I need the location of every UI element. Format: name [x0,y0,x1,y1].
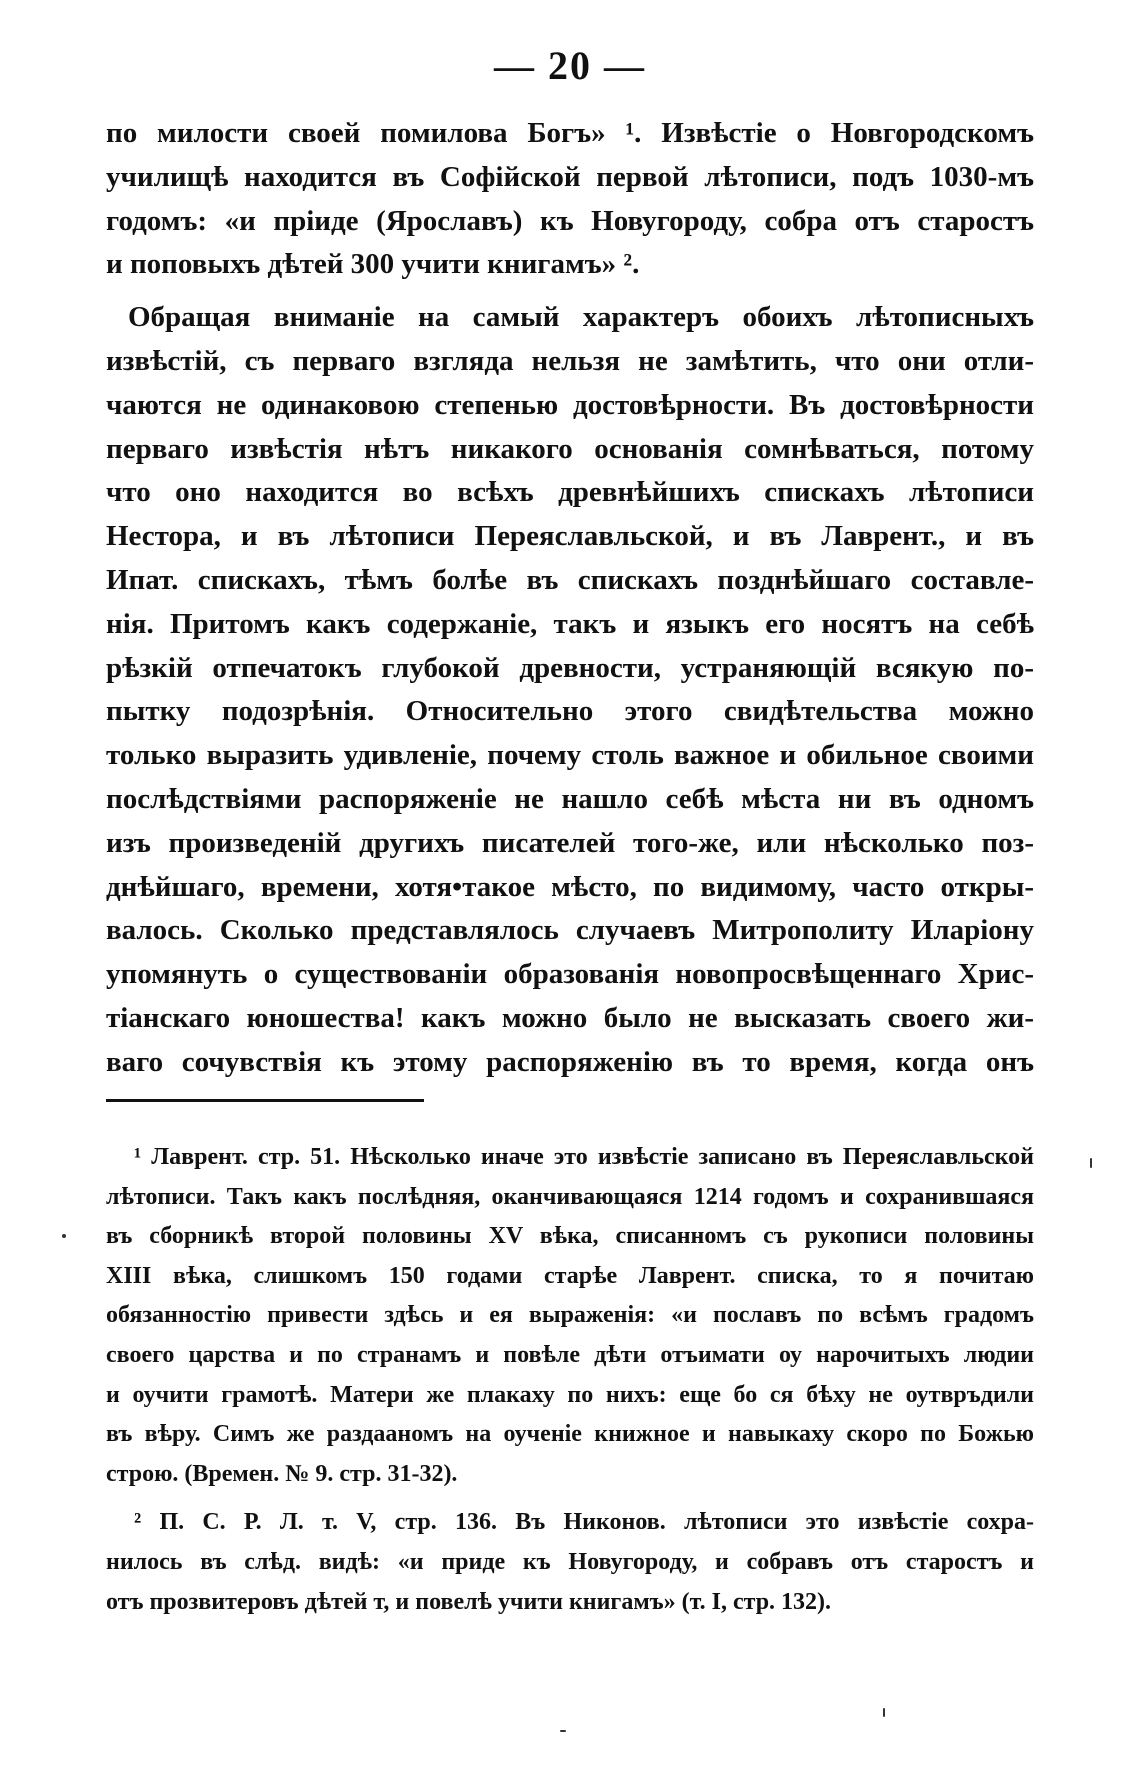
text-line: училищѣ находится въ Софійской первой лѣтописи, подъ 1030-мъ [106,160,1034,193]
text-line: извѣстій, съ перваго взгляда нельзя не замѣтить, что они отли- [106,344,1034,377]
text-line: нія. Притомъ какъ содержаніе, такъ и языкъ его носятъ на себѣ [106,607,1034,640]
text-line: рѣзкій отпечатокъ глубокой древности, устраняющій всякую по- [106,651,1034,684]
stray-ink-mark [560,1730,566,1732]
text-line: послѣдствіями распоряженіе не нашло себѣ мѣста ни въ одномъ [106,782,1034,815]
text-line: Нестора, и въ лѣтописи Переяславльской, и въ Лаврент., и въ [106,520,1034,553]
text-line: тіанскаго юношества! какъ можно было не высказать своего жи- [106,1001,1034,1034]
footnote-1 [106,1138,1034,1494]
text-line: упомянуть о существованіи образованія новопросвѣщеннаго Хрис- [106,958,1034,991]
footnote-gap [106,1494,1034,1503]
footnote-line: ¹ Лаврент. стр. 51. Нѣсколько иначе это извѣстіе записано въ Переяславльской [134,1144,1034,1170]
paragraph-gap [106,287,1034,296]
footnote-line: своего царства и по странамъ и повѣле дѣти отъимати оу нарочитыхъ людии [106,1341,1034,1368]
text-line: ваго сочувствія къ этому распоряженію въ то время, когда онъ [106,1045,1034,1078]
main-text [106,112,1034,1085]
text-line: Ипат. спискахъ, тѣмъ болѣе въ спискахъ позднѣйшаго составле- [106,563,1034,596]
footnote-line: обязанностію привести здѣсь и ея выраженія: «и пославъ по всѣмъ градомъ [106,1302,1034,1329]
stray-ink-mark [1090,1158,1092,1168]
footnote-line: ² П. С. Р. Л. т. V, стр. 136. Въ Никонов. лѣтописи это извѣстіе сохра- [134,1509,1034,1536]
text-line: Обращая вниманіе на самый характеръ обоихъ лѣтописныхъ [128,301,1034,334]
footnote-separator [106,1099,424,1102]
footnote-line: въ сборникѣ второй половины XV вѣка, списанномъ съ рукописи половины [106,1223,1034,1250]
text-line: пытку подозрѣнія. Относительно этого свидѣтельства можно [106,695,1034,728]
text-line: днѣйшаго, времени, хотя•такое мѣсто, по видимому, часто откры- [106,870,1034,903]
paragraph-2 [106,296,1034,1084]
footnote-line: отъ прозвитеровъ дѣтей т, и повелѣ учити книгамъ» (т. I, стр. 132). [106,1588,832,1615]
footnote-line: въ вѣру. Симъ же раздааномъ на оученіе книжное и навыкаху скоро по Божью [106,1421,1034,1448]
text-line: перваго извѣстія нѣтъ никакого основанія сомнѣваться, потому [106,432,1034,465]
text-line: по милости своей помилова Богъ» ¹. Извѣстіе о Новгородскомъ [106,117,1034,149]
text-line: чаются не одинаковою степенью достовѣрности. Въ достовѣрности [106,388,1034,421]
text-line: годомъ: «и пріиде (Ярославъ) къ Новугороду, собра отъ старостъ [106,204,1034,237]
footnote-line: лѣтописи. Такъ какъ послѣдняя, оканчивающаяся 1214 годомъ и сохранившаяся [106,1183,1034,1210]
text-line: что оно находится во всѣхъ древнѣйшихъ спискахъ лѣтописи [106,476,1034,509]
footnote-2 [106,1503,1034,1622]
footnote-line: и оучити грамотѣ. Матери же плакаху по нихъ: еще бо ся бѣху не оутвръдили [106,1381,1034,1408]
footnotes [106,1138,1034,1622]
page-number: — 20 — [494,43,646,88]
text-line: только выразить удивленіе, почему столь важное и обильное своими [106,739,1034,772]
text-line: и поповыхъ дѣтей 300 учити книгамъ» ². [106,248,640,281]
stray-ink-mark [62,1234,66,1238]
paragraph-1 [106,112,1034,287]
text-line: изъ произведеній другихъ писателей того-же, или нѣсколько поз- [106,826,1034,859]
footnote-line: нилось въ слѣд. видѣ: «и приде къ Новугороду, и собравъ отъ старостъ и [106,1548,1034,1575]
text-line: валось. Сколько представлялось случаевъ Митрополиту Иларіону [106,914,1034,947]
stray-ink-mark [883,1708,885,1717]
footnote-line: XIII вѣка, слишкомъ 150 годами старѣе Лаврент. списка, то я почитаю [106,1262,1034,1289]
footnote-line: строю. (Времен. № 9. стр. 31-32). [106,1460,458,1487]
